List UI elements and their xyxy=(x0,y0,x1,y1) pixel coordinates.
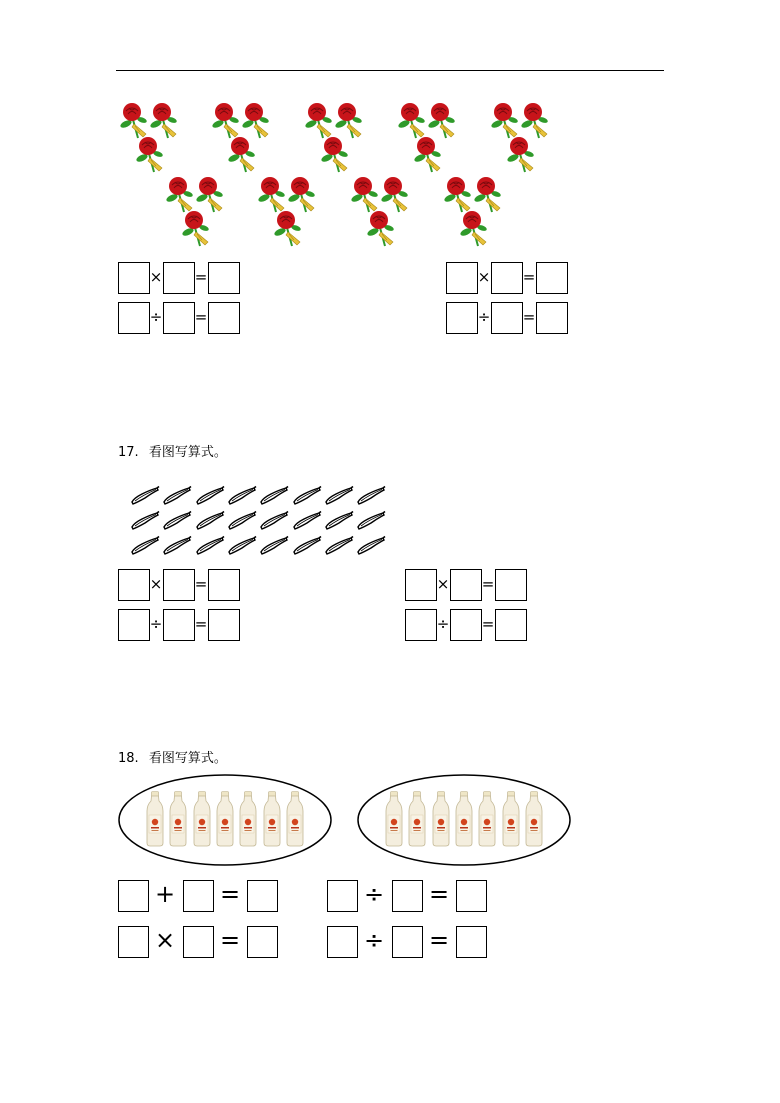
answer-box[interactable] xyxy=(495,569,527,601)
answer-box[interactable] xyxy=(327,880,358,912)
divide-sign: ÷ xyxy=(149,615,163,633)
rose-icon xyxy=(286,176,318,214)
rose-icon xyxy=(226,136,258,174)
banana-icon xyxy=(195,510,225,530)
rose-icon xyxy=(256,176,288,214)
milk-bottle-icon xyxy=(525,791,543,847)
rose-icon xyxy=(180,210,212,248)
rose-icon xyxy=(426,102,458,140)
milk-bottle-icon xyxy=(408,791,426,847)
banana-icon xyxy=(195,535,225,555)
answer-box[interactable] xyxy=(446,262,478,294)
answer-box[interactable] xyxy=(456,880,487,912)
banana-icon xyxy=(356,535,386,555)
equals-sign: = xyxy=(481,575,495,593)
rose-icon xyxy=(412,136,444,174)
equals-sign: = xyxy=(481,615,495,633)
equals-sign: = xyxy=(194,615,208,633)
milk-bottle-icon xyxy=(146,791,164,847)
answer-box[interactable] xyxy=(183,880,214,912)
equals-sign: = xyxy=(219,926,241,954)
banana-icon xyxy=(162,535,192,555)
answer-box[interactable] xyxy=(536,262,568,294)
divide-sign: ÷ xyxy=(363,926,385,954)
divide-sign: ÷ xyxy=(436,615,450,633)
answer-box[interactable] xyxy=(208,569,240,601)
question-18-heading xyxy=(118,747,227,766)
rose-icon xyxy=(319,136,351,174)
header-rule xyxy=(116,70,664,71)
answer-box[interactable] xyxy=(163,262,195,294)
milk-bottle-icon xyxy=(478,791,496,847)
banana-icon xyxy=(356,510,386,530)
rose-icon xyxy=(333,102,365,140)
banana-icon xyxy=(227,485,257,505)
banana-icon xyxy=(130,535,160,555)
rose-icon xyxy=(118,102,150,140)
answer-box[interactable] xyxy=(208,302,240,334)
milk-bottle-icon xyxy=(385,791,403,847)
rose-icon xyxy=(210,102,242,140)
rose-icon xyxy=(272,210,304,248)
rose-icon xyxy=(505,136,537,174)
rose-icon xyxy=(134,136,166,174)
answer-box[interactable] xyxy=(208,262,240,294)
banana-icon xyxy=(292,510,322,530)
answer-box[interactable] xyxy=(163,569,195,601)
banana-icon xyxy=(259,535,289,555)
question-text: 看图写算式。 xyxy=(148,751,227,766)
banana-icon xyxy=(259,485,289,505)
answer-box[interactable] xyxy=(392,926,423,958)
answer-box[interactable] xyxy=(247,926,278,958)
banana-icon xyxy=(292,485,322,505)
banana-icon xyxy=(130,485,160,505)
answer-box[interactable] xyxy=(183,926,214,958)
answer-box[interactable] xyxy=(118,569,150,601)
rose-icon xyxy=(148,102,180,140)
rose-icon xyxy=(303,102,335,140)
milk-bottle-icon xyxy=(239,791,257,847)
equals-sign: = xyxy=(194,575,208,593)
banana-icon xyxy=(162,510,192,530)
equals-sign: = xyxy=(428,926,450,954)
rose-icon xyxy=(519,102,551,140)
answer-box[interactable] xyxy=(446,302,478,334)
answer-box[interactable] xyxy=(405,609,437,641)
rose-icon xyxy=(164,176,196,214)
rose-icon xyxy=(349,176,381,214)
plus-sign: + xyxy=(154,880,176,908)
times-sign: × xyxy=(436,575,450,593)
times-sign: × xyxy=(154,926,176,954)
banana-icon xyxy=(195,485,225,505)
answer-box[interactable] xyxy=(495,609,527,641)
divide-sign: ÷ xyxy=(363,880,385,908)
equals-sign: = xyxy=(194,268,208,286)
rose-icon xyxy=(240,102,272,140)
answer-box[interactable] xyxy=(163,609,195,641)
answer-box[interactable] xyxy=(247,880,278,912)
equals-sign: = xyxy=(428,880,450,908)
rose-icon xyxy=(365,210,397,248)
answer-box[interactable] xyxy=(450,609,482,641)
banana-icon xyxy=(356,485,386,505)
equals-sign: = xyxy=(522,268,536,286)
banana-icon xyxy=(162,485,192,505)
rose-icon xyxy=(396,102,428,140)
milk-bottle-icon xyxy=(263,791,281,847)
question-17-heading xyxy=(118,441,227,460)
answer-box[interactable] xyxy=(536,302,568,334)
banana-icon xyxy=(130,510,160,530)
answer-box[interactable] xyxy=(118,302,150,334)
milk-bottle-icon xyxy=(193,791,211,847)
milk-bottle-icon xyxy=(216,791,234,847)
milk-bottle-icon xyxy=(432,791,450,847)
divide-sign: ÷ xyxy=(477,308,491,326)
answer-box[interactable] xyxy=(118,880,149,912)
answer-box[interactable] xyxy=(450,569,482,601)
equals-sign: = xyxy=(219,880,241,908)
equals-sign: = xyxy=(522,308,536,326)
rose-icon xyxy=(442,176,474,214)
equals-sign: = xyxy=(194,308,208,326)
answer-box[interactable] xyxy=(208,609,240,641)
banana-icon xyxy=(324,535,354,555)
rose-icon xyxy=(379,176,411,214)
answer-box[interactable] xyxy=(392,880,423,912)
banana-icon xyxy=(227,535,257,555)
answer-box[interactable] xyxy=(491,262,523,294)
answer-box[interactable] xyxy=(456,926,487,958)
question-number: 18. xyxy=(118,751,139,766)
answer-box[interactable] xyxy=(163,302,195,334)
answer-box[interactable] xyxy=(118,262,150,294)
times-sign: × xyxy=(149,268,163,286)
answer-box[interactable] xyxy=(491,302,523,334)
banana-icon xyxy=(227,510,257,530)
answer-box[interactable] xyxy=(118,926,149,958)
banana-icon xyxy=(292,535,322,555)
banana-icon xyxy=(324,510,354,530)
rose-icon xyxy=(472,176,504,214)
milk-bottle-icon xyxy=(455,791,473,847)
times-sign: × xyxy=(149,575,163,593)
rose-icon xyxy=(489,102,521,140)
milk-bottle-icon xyxy=(169,791,187,847)
banana-icon xyxy=(259,510,289,530)
times-sign: × xyxy=(477,268,491,286)
question-text: 看图写算式。 xyxy=(148,445,227,460)
question-number: 17. xyxy=(118,445,139,460)
milk-bottle-icon xyxy=(286,791,304,847)
rose-icon xyxy=(194,176,226,214)
rose-icon xyxy=(458,210,490,248)
divide-sign: ÷ xyxy=(149,308,163,326)
answer-box[interactable] xyxy=(118,609,150,641)
milk-bottle-icon xyxy=(502,791,520,847)
answer-box[interactable] xyxy=(405,569,437,601)
banana-icon xyxy=(324,485,354,505)
answer-box[interactable] xyxy=(327,926,358,958)
